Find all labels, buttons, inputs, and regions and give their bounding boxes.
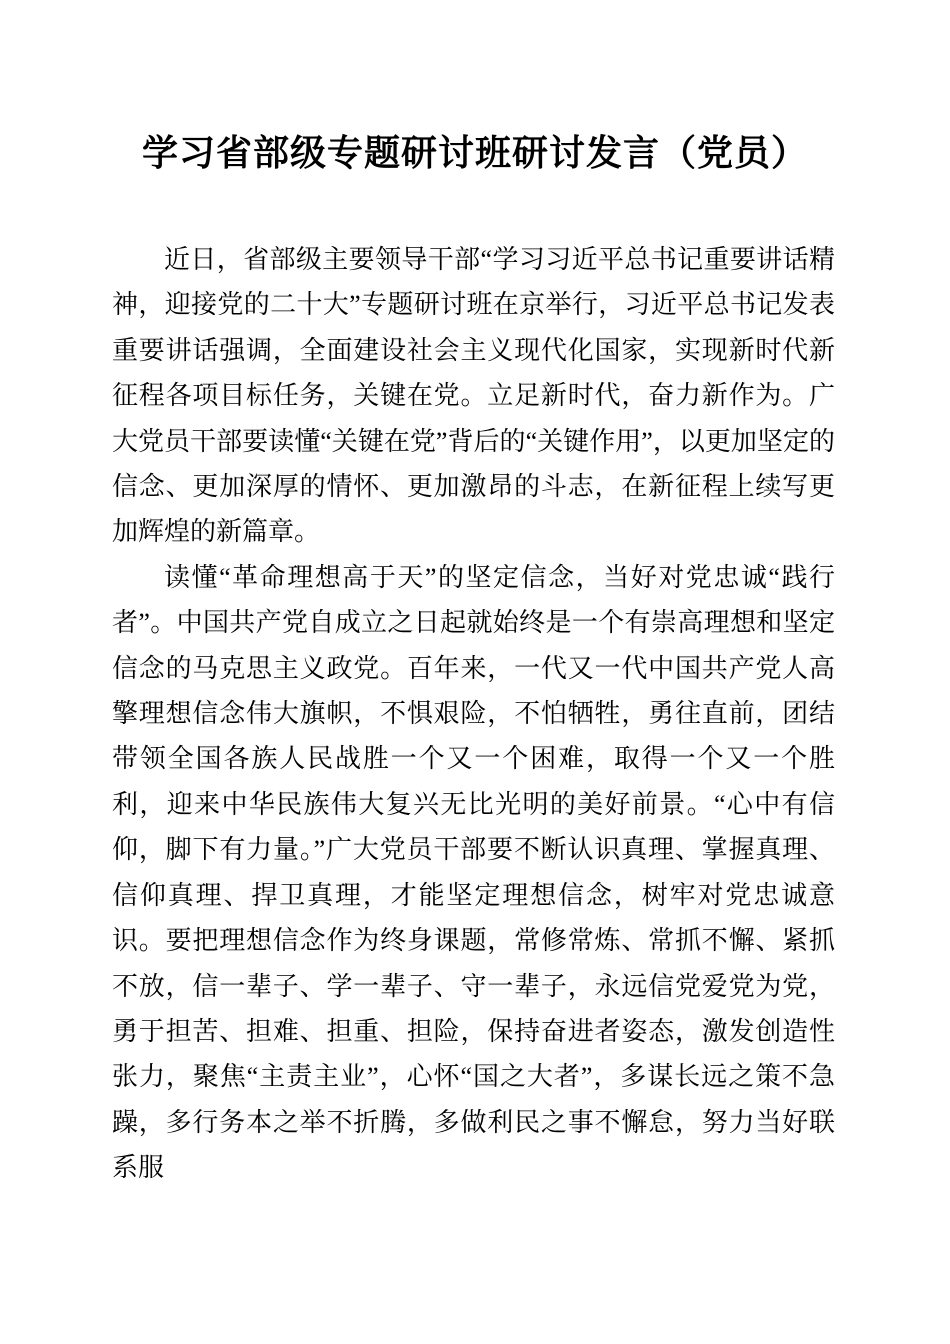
document-title: 学习省部级专题研讨班研讨发言（党员） — [141, 133, 808, 173]
document-body — [0, 237, 950, 1191]
paragraph-1: 近日，省部级主要领导干部“学习习近平总书记重要讲话精神，迎接党的二十大”专题研讨班在京举行，习近平总书记发表重要讲话强调，全面建设社会主义现代化国家，实现新时代新征程各项目标任务，关键在党。立足新时代，奋力新作为。广大党员干部要读懂“关键在党”背后的“关键作用”，以更加坚定的信念、更加深厚的情怀、更加激昂的斗志，在新征程上续写更加辉煌的新篇章。 — [112, 245, 835, 547]
paragraph-2: 读懂“革命理想高于天”的坚定信念，当好对党忠诚“践行者”。中国共产党自成立之日起就始终是一个有崇高理想和坚定信念的马克思主义政党。百年来，一代又一代中国共产党人高擎理想信念伟大旗帜，不惧艰险，不怕牺牲，勇往直前，团结带领全国各族人民战胜一个又一个困难，取得一个又一个胜利，迎来中华民族伟大复兴无比光明的美好前景。“心中有信仰，脚下有力量。”广大党员干部要不断认识真理、掌握真理、信仰真理、捍卫真理，才能坚定理想信念，树牢对党忠诚意识。要把理想信念作为终身课题，常修常炼、常抓不懈、紧抓不放，信一辈子、学一辈子、守一辈子，永远信党爱党为党，勇于担苦、担难、担重、担险，保持奋进者姿态，激发创造性张力，聚焦“主责主业”，心怀“国之大者”，多谋长远之策不急躁，多行务本之举不折腾，多做利民之事不懈怠，努力当好联系服 — [112, 562, 835, 1183]
